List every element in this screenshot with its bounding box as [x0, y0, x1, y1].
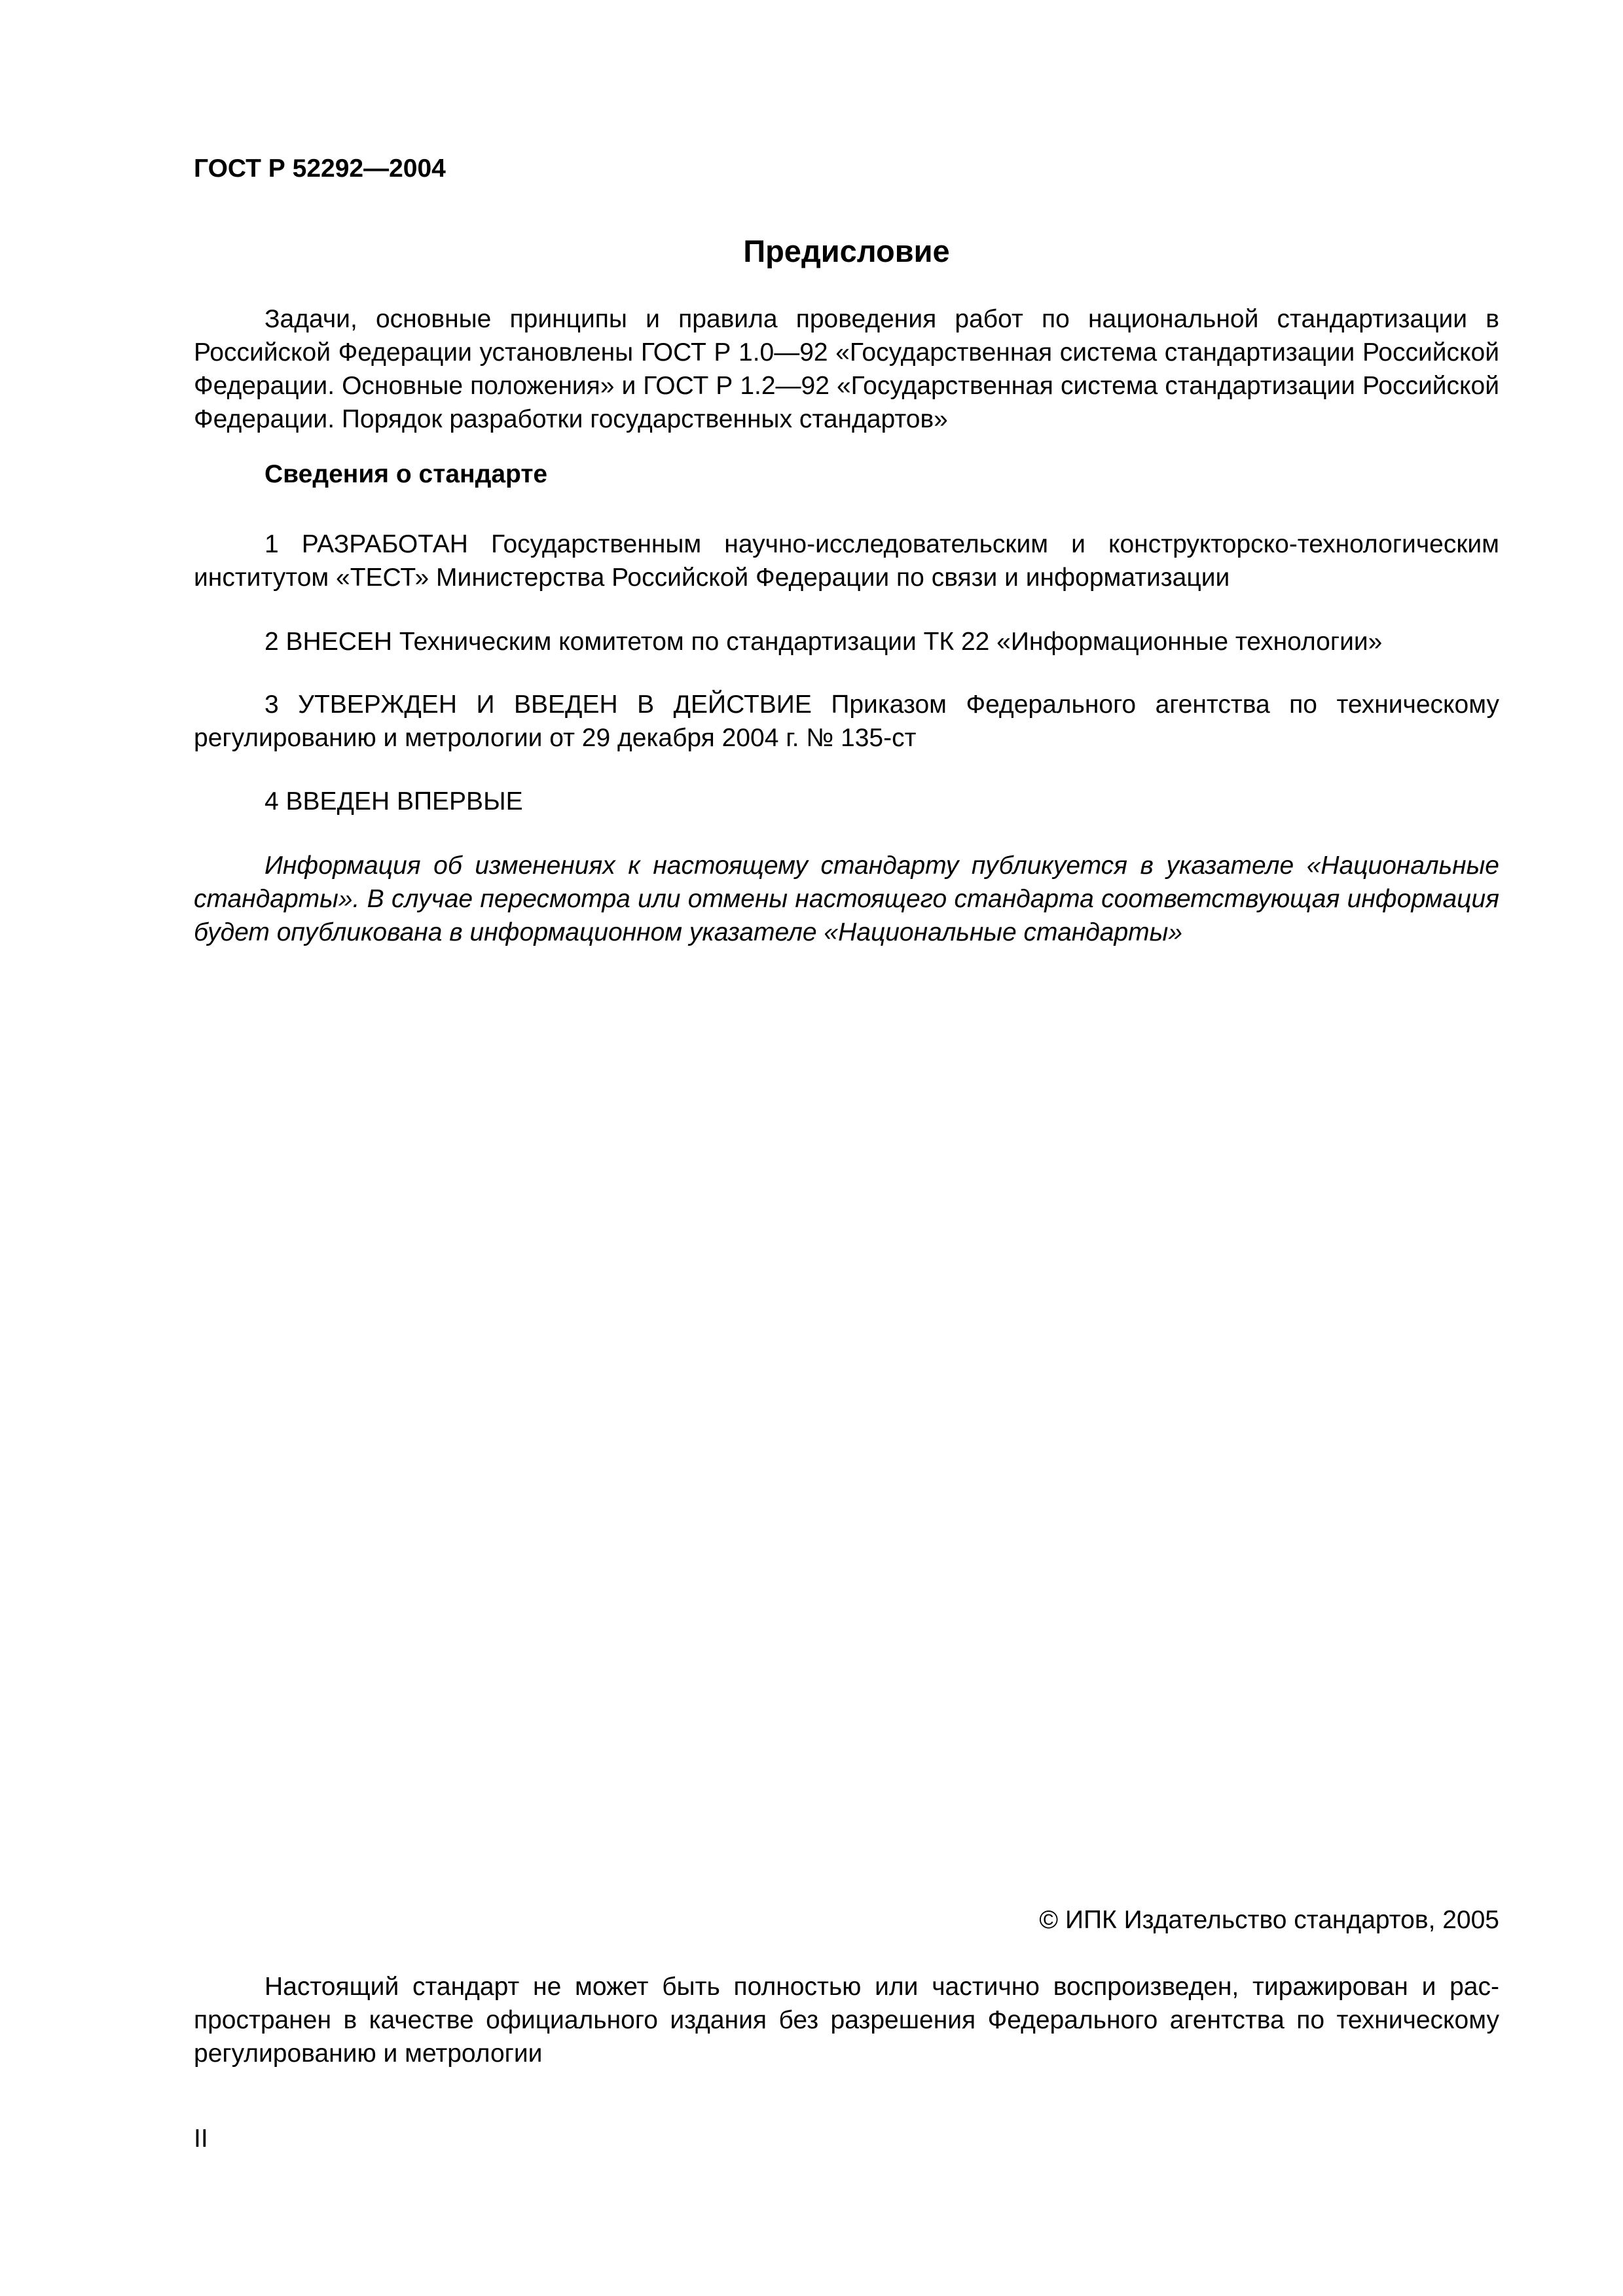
- intro-paragraph: Задачи, основные принципы и правила проведения работ по национальной стандартизации в Российской Федерации установлены ГОСТ Р 1.0—92 «Государственная система стандартизации Российской Федерации. Основные положения» и ГОСТ Р 1.2—92 «Государственная система стандартизации Российской Федерации. Порядок разработки государственных стандартов»: [194, 305, 1499, 433]
- notice-paragraph: Информация об изменениях к настоящему стандарту публикуется в указателе «Национальные стандарты». В случае пересмотра или отмены настоящего стандарта соответствующая информация будет опубликована в информационном указателе «Национальные стандарты»: [194, 852, 1499, 946]
- info-item-3: 3 УТВЕРЖДЕН И ВВЕДЕН В ДЕЙСТВИЕ Приказом Федерального агентства по техническому регулированию и метрологии от 29 декабря 2004 г. № 135-ст: [194, 691, 1499, 752]
- page-number: II: [194, 2125, 208, 2153]
- copyright-line: © ИПК Издательство стандартов, 2005: [1039, 1906, 1499, 1934]
- info-heading: Сведения о стандарте: [264, 460, 548, 488]
- document-code: ГОСТ Р 52292—2004: [194, 154, 446, 183]
- page-title: Предисловие: [743, 234, 950, 268]
- info-item-4: 4 ВВЕДЕН ВПЕРВЫЕ: [264, 787, 523, 816]
- restriction-paragraph: Настоящий стандарт не может быть полностью или частично воспроизведен, тиражирован и распространен в качестве официального издания без разрешения Федерального агентства по техническому регулированию и метрологии: [194, 1973, 1499, 2068]
- info-item-2: 2 ВНЕСЕН Техническим комитетом по стандартизации ТК 22 «Информационные технологии»: [264, 628, 1383, 656]
- info-item-1: 1 РАЗРАБОТАН Государственным научно-исследовательским и конструкторско-технологическим институтом «ТЕСТ» Министерства Российской Федерации по связи и информатизации: [194, 530, 1499, 592]
